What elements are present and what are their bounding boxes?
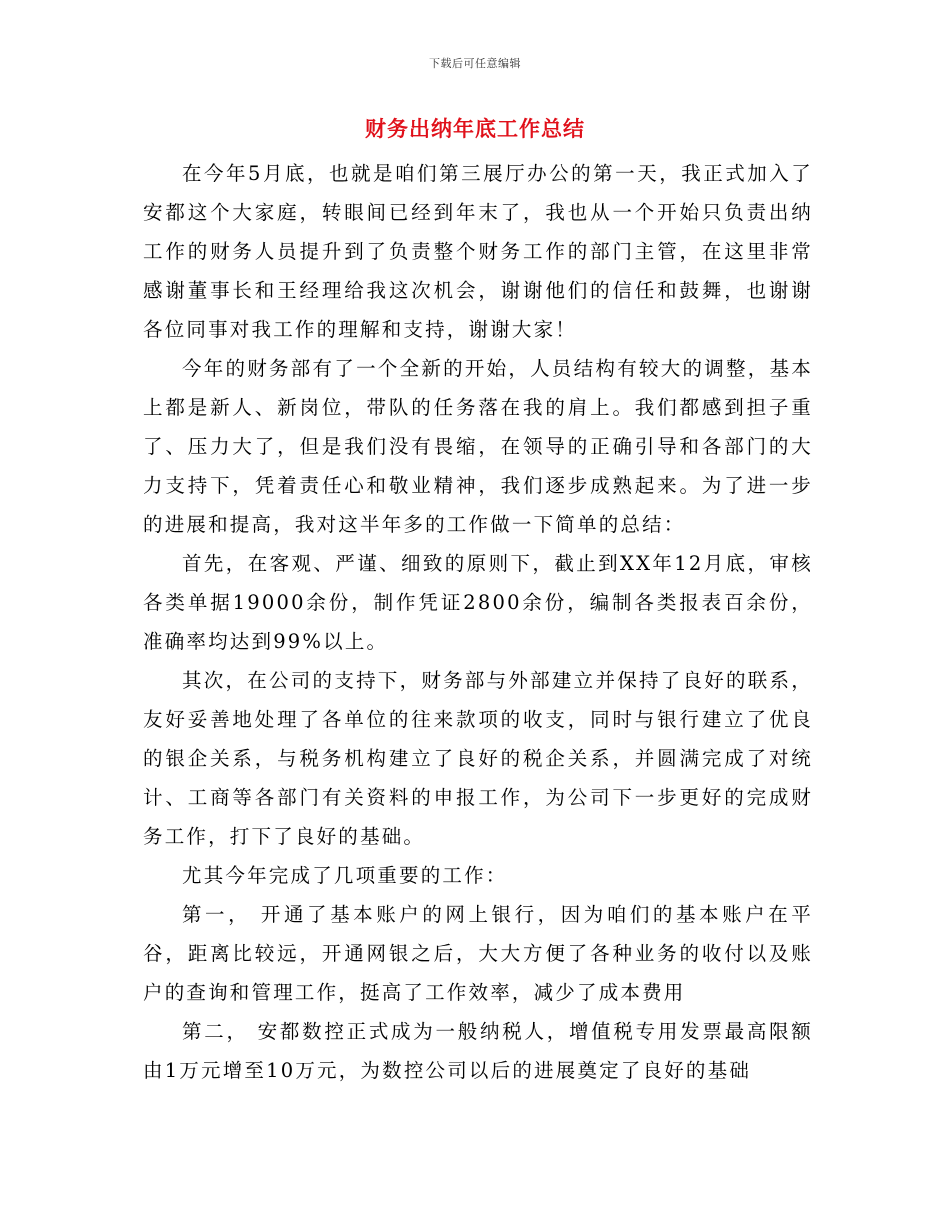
paragraph-intro: 在今年5月底，也就是咱们第三展厅办公的第一天，我正式加入了安都这个大家庭，转眼间已经到年末了，我也从一个开始只负责出纳工作的财务人员提升到了负责整个财务工作的部门主管，在这里非常感谢董事长和王经理给我这次机会，谢谢他们的信任和鼓舞，也谢谢各位同事对我工作的理解和支持，谢谢大家！ [143, 162, 813, 341]
document-body [143, 154, 813, 1090]
paragraph-second: 其次，在公司的支持下，财务部与外部建立并保持了良好的联系，友好妥善地处理了各单位的往来款项的收支，同时与银行建立了优良的银企关系，与税务机构建立了良好的税企关系，并圆满完成了对统计、工商等各部门有关资料的申报工作，为公司下一步更好的完成财务工作，打下了良好的基础。 [143, 669, 813, 848]
paragraph-overview: 今年的财务部有了一个全新的开始，人员结构有较大的调整，基本上都是新人、新岗位，带队的任务落在我的肩上。我们都感到担子重了、压力大了，但是我们没有畏缩，在领导的正确引导和各部门的大力支持下，凭着责任心和敬业精神，我们逐步成熟起来。为了进一步的进展和提高，我对这半年多的工作做一下简单的总结： [143, 357, 813, 536]
document-title: 财务出纳年底工作总结 [365, 116, 585, 141]
paragraph-item-two: 第二， 安都数控正式成为一般纳税人，增值税专用发票最高限额由1万元增至10万元，为数控公司以后的进展奠定了良好的基础 [143, 1020, 813, 1082]
paragraph-item-one: 第一， 开通了基本账户的网上银行，因为咱们的基本账户在平谷，距离比较远，开通网银之后，大大方便了各种业务的收付以及账户的查询和管理工作，挺高了工作效率，减少了成本费用 [143, 903, 813, 1004]
paragraph-key-work: 尤其今年完成了几项重要的工作： [182, 864, 508, 887]
header-note: 下载后可任意编辑 [429, 57, 521, 70]
paragraph-first: 首先，在客观、严谨、细致的原则下，截止到XX年12月底，审核各类单据19000余份，制作凭证2800余份，编制各类报表百余份，准确率均达到99%以上。 [143, 552, 813, 653]
